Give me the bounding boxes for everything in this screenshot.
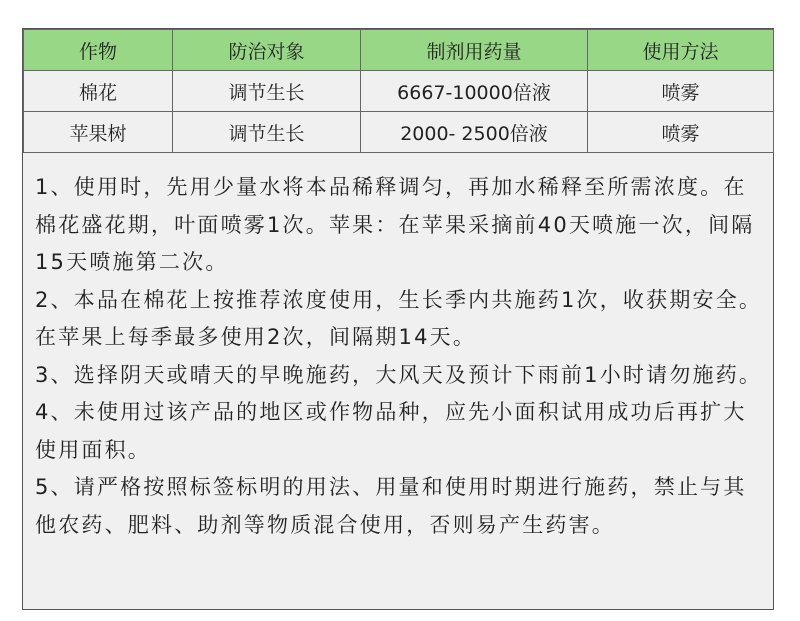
cell-target: 调节生长 <box>173 112 361 153</box>
header-crop: 作物 <box>24 30 173 71</box>
cell-crop: 棉花 <box>24 71 173 112</box>
cell-method: 喷雾 <box>588 71 774 112</box>
table-row <box>24 112 774 153</box>
table-header-row <box>24 30 774 71</box>
note-item: 5、请严格按照标签标明的用法、用量和使用时期进行施药，禁止与其他农药、肥料、助剂等物质混合使用，否则易产生药害。 <box>35 475 747 537</box>
header-target: 防治对象 <box>173 30 361 71</box>
note-item: 4、未使用过该产品的地区或作物品种，应先小面积试用成功后再扩大使用面积。 <box>35 400 747 462</box>
dosage-table <box>23 29 774 153</box>
usage-notes <box>23 153 773 544</box>
table-row <box>24 71 774 112</box>
note-item: 3、选择阴天或晴天的早晚施药，大风天及预计下雨前1小时请勿施药。 <box>35 362 763 387</box>
cell-crop: 苹果树 <box>24 112 173 153</box>
cell-dosage: 2000- 2500倍液 <box>361 112 588 153</box>
header-dosage: 制剂用药量 <box>361 30 588 71</box>
note-item: 2、本品在棉花上按推荐浓度使用，生长季内共施药1次，收获期安全。在苹果上每季最多使用2次，间隔期14天。 <box>35 287 763 349</box>
cell-dosage: 6667-10000倍液 <box>361 71 588 112</box>
note-item: 1、使用时，先用少量水将本品稀释调匀，再加水稀释至所需浓度。在棉花盛花期，叶面喷雾1次。苹果：在苹果采摘前40天喷施一次，间隔15天喷施第二次。 <box>35 175 755 274</box>
cell-target: 调节生长 <box>173 71 361 112</box>
cell-method: 喷雾 <box>588 112 774 153</box>
header-method: 使用方法 <box>588 30 774 71</box>
usage-instructions-panel <box>22 28 774 610</box>
